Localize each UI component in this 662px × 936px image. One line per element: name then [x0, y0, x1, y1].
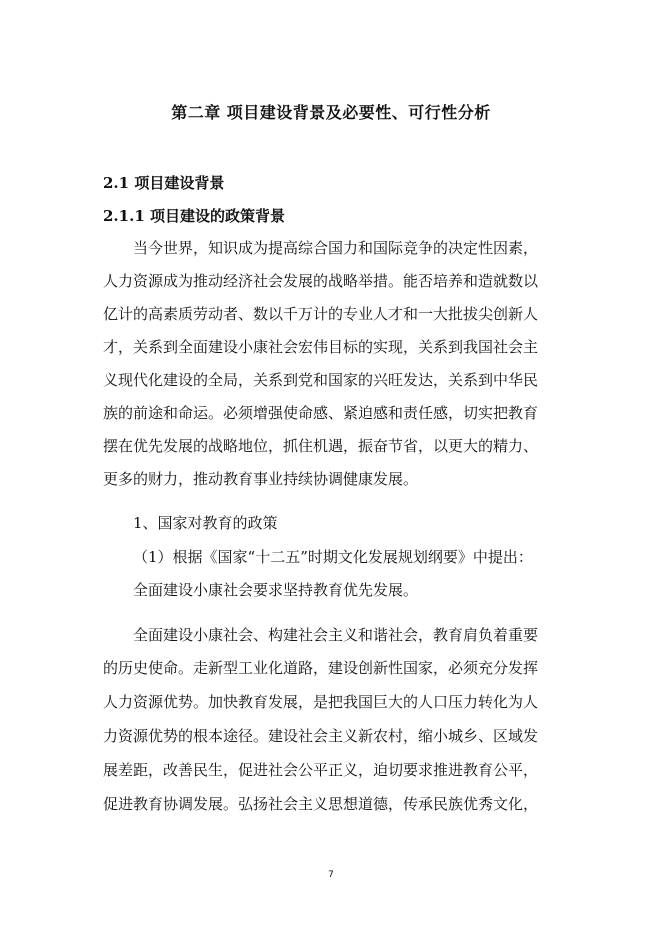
- paragraph-line: 促进教育协调发展。弘扬社会主义思想道德，传承民族优秀文化，: [103, 795, 539, 813]
- paragraph-line: 人力资源优势。加快教育发展，是把我国巨大的人口压力转化为人: [103, 693, 539, 711]
- page-number: 7: [328, 870, 334, 880]
- paragraph-line: 亿计的高素质劳动者、数以千万计的专业人才和一大批拔尖创新人: [103, 305, 539, 323]
- paragraph-line: 族的前途和命运。必须增强使命感、紧迫感和责任感，切实把教育: [103, 404, 539, 422]
- section-heading: 2.1 项目建设背景: [103, 174, 225, 192]
- subsection-heading: 2.1.1 项目建设的政策背景: [103, 207, 285, 225]
- paragraph-line: 全面建设小康社会、构建社会主义和谐社会，教育肩负着重要: [133, 626, 539, 644]
- sub-item: （1）根据《国家“十二五”时期文化发展规划纲要》中提出：: [133, 548, 533, 566]
- sub-item-text: 全面建设小康社会要求坚持教育优先发展。: [133, 581, 419, 599]
- paragraph-line: 更多的财力，推动教育事业持续协调健康发展。: [103, 470, 419, 488]
- paragraph-line: 摆在优先发展的战略地位，抓住机遇，振奋节省，以更大的精力、: [103, 437, 539, 455]
- paragraph-line: 的历史使命。走新型工业化道路，建设创新性国家，必须充分发挥: [103, 659, 539, 677]
- chapter-title: 第二章 项目建设背景及必要性、可行性分析: [171, 103, 491, 122]
- paragraph-line: 义现代化建设的全局，关系到党和国家的兴旺发达，关系到中华民: [103, 371, 539, 389]
- paragraph-line: 当今世界，知识成为提高综合国力和国际竞争的决定性因素，: [133, 239, 539, 257]
- paragraph-line: 才，关系到全面建设小康社会宏伟目标的实现，关系到我国社会主: [103, 338, 539, 356]
- paragraph-line: 力资源优势的根本途径。建设社会主义新农村，缩小城乡、区域发: [103, 727, 539, 745]
- list-item: 1、国家对教育的政策: [133, 514, 278, 532]
- paragraph-line: 人力资源成为推动经济社会发展的战略举措。能否培养和造就数以: [103, 272, 539, 290]
- paragraph-line: 展差距，改善民生，促进社会公平正义，迫切要求推进教育公平，: [103, 761, 539, 779]
